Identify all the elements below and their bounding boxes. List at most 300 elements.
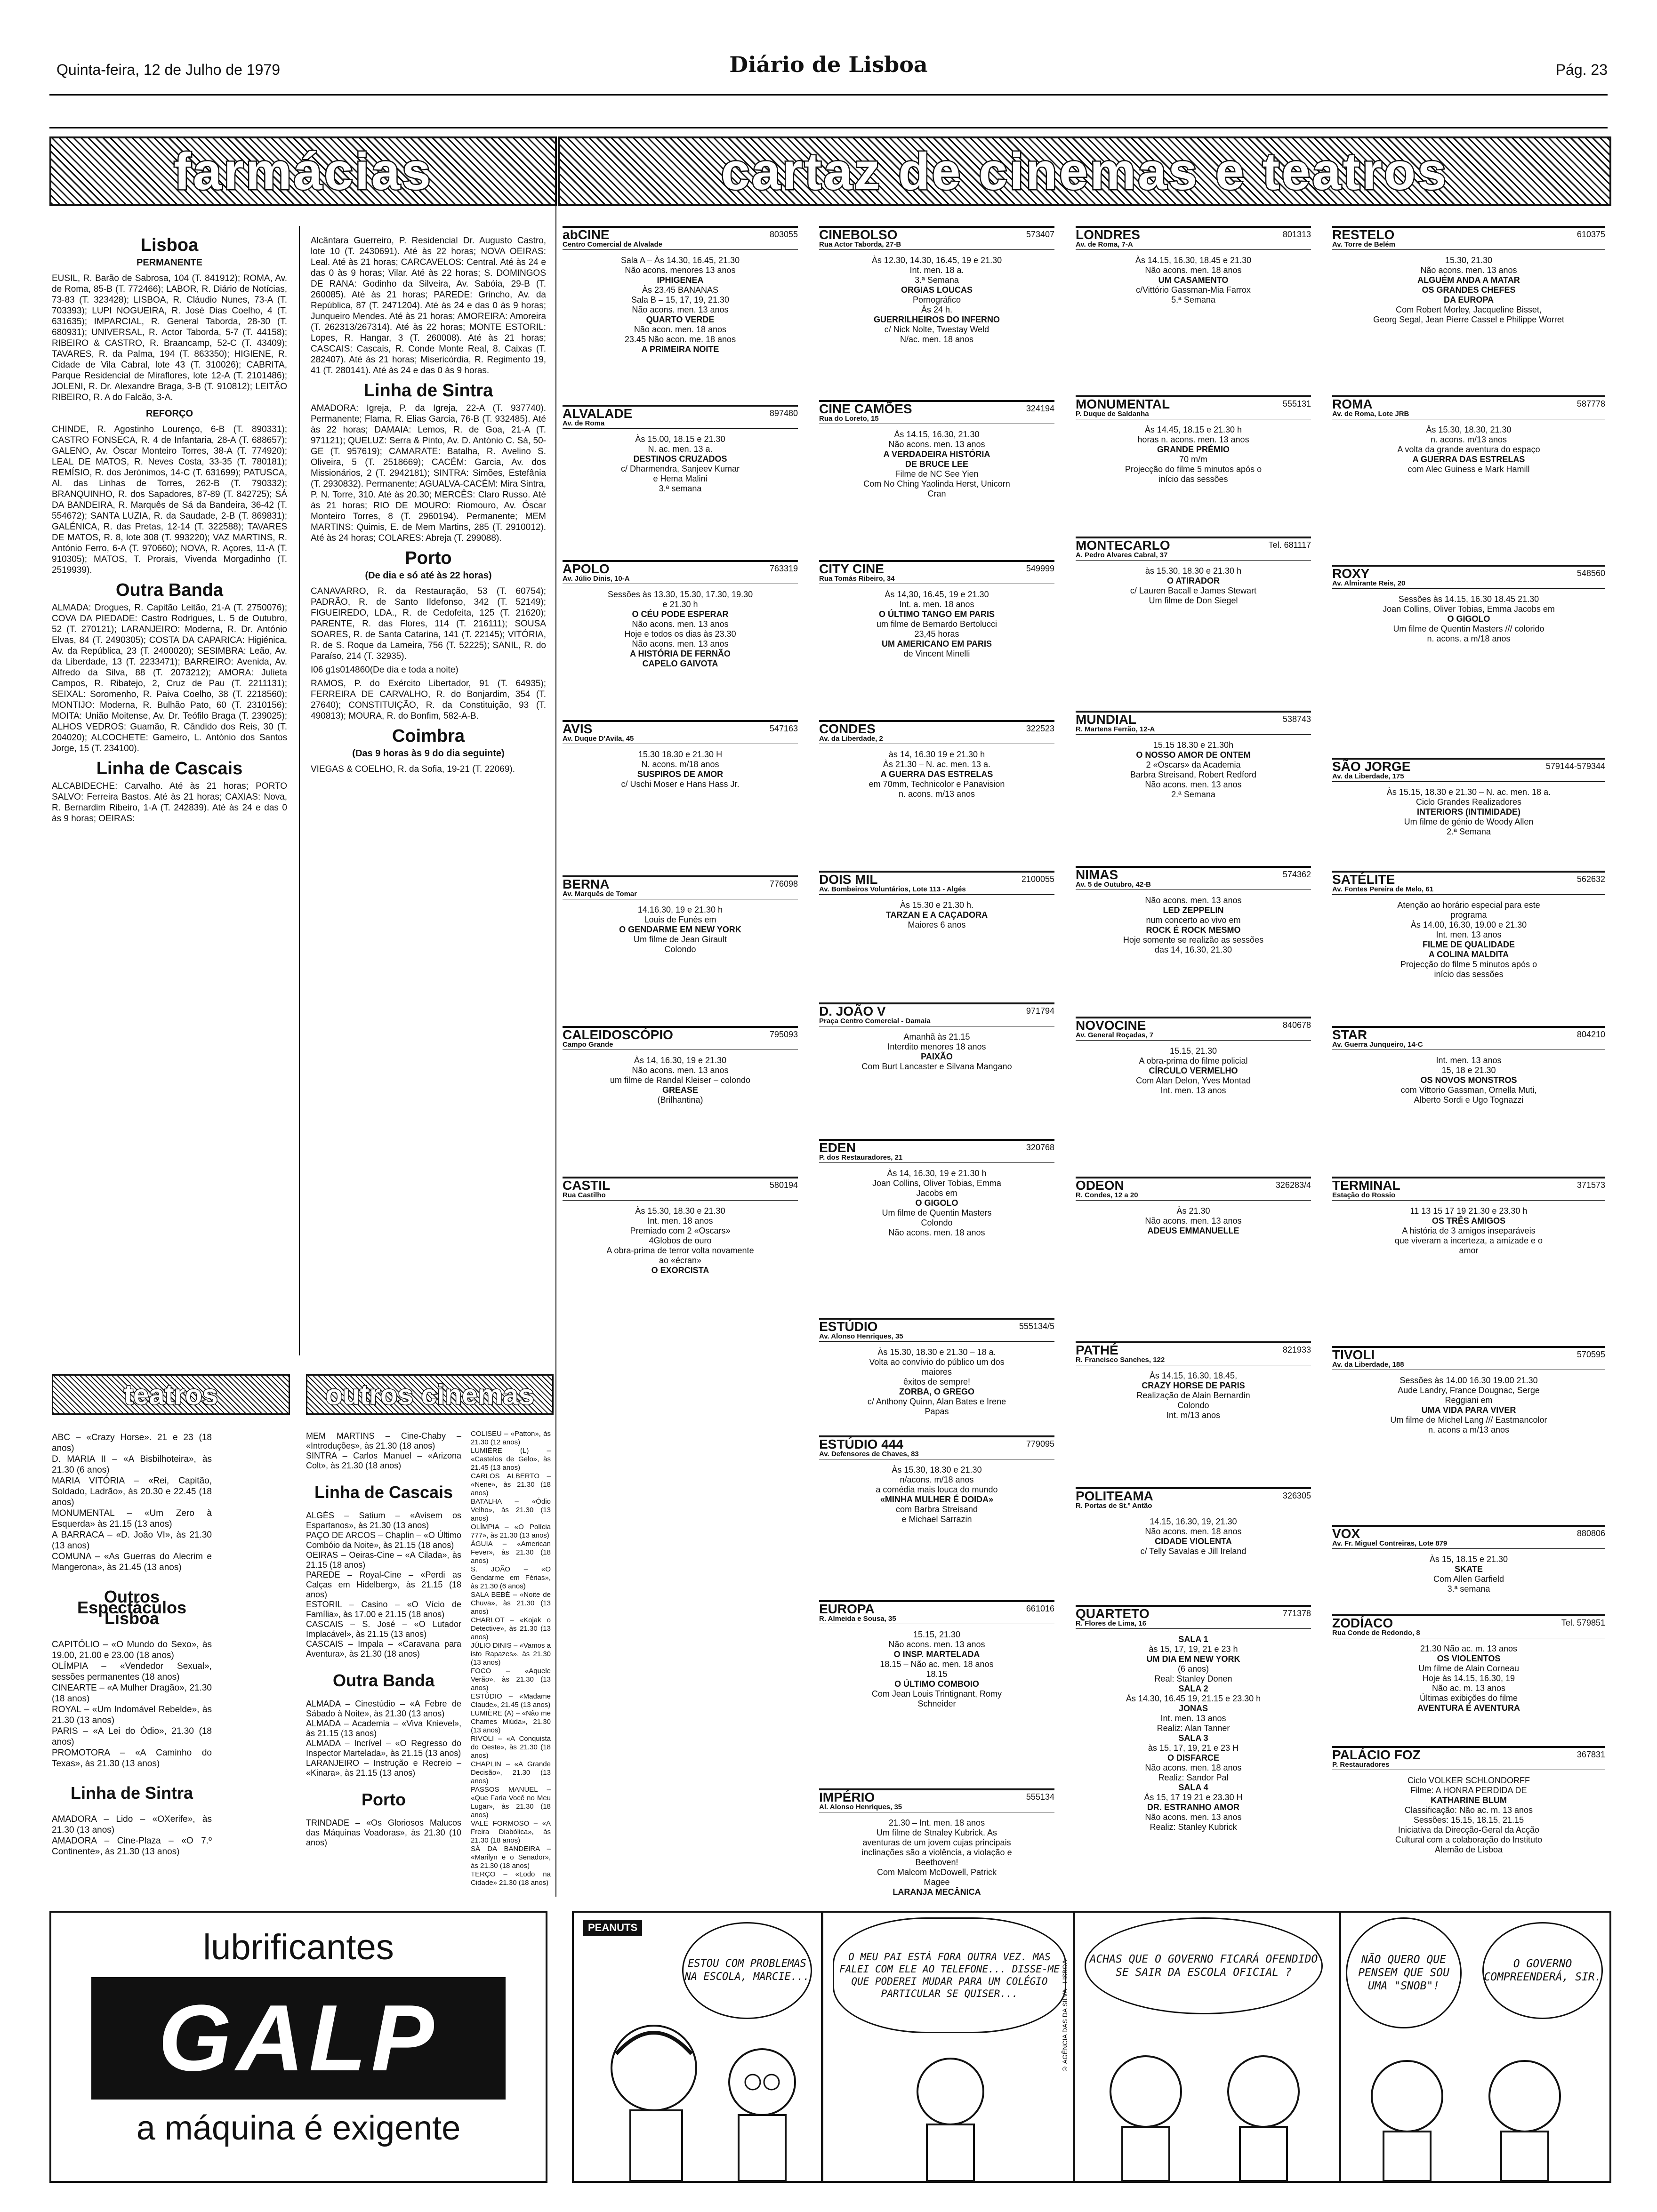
cinema-info-line: TARZAN E A CAÇADORA (885, 910, 988, 920)
cinema-info-line: 18.15 (926, 1669, 948, 1679)
cinema-name-row (563, 227, 798, 242)
cinema-phone: 779095 (1026, 1439, 1054, 1449)
cinema-listing (563, 560, 798, 669)
cinema-info-line: Int. men. 13 anos (1160, 1714, 1226, 1723)
cinema-phone: 555134/5 (1019, 1322, 1054, 1331)
cinema-info-line: Colondo (1177, 1401, 1209, 1410)
cinema-info-line: DESTINOS CRUZADOS (633, 454, 727, 464)
farm-coimbra-list: VIEGAS & COELHO, R. da Sofia, 19-21 (T. 22069). (311, 764, 515, 774)
cinema-name-row (563, 879, 798, 889)
speech-bubble-4: NÃO QUERO QUE PENSEM QUE SOU UMA "SNOB"! (1346, 1917, 1462, 2028)
cinema-phone: 661016 (1026, 1604, 1054, 1613)
cinema-info-line: Sala B – 15, 17, 19, 21.30 (631, 295, 730, 305)
cinema-name-row (1076, 538, 1311, 553)
cinema-address: Estação do Rossio (1332, 1190, 1605, 1201)
cinema-listing (1332, 1525, 1605, 1594)
cinema-info-line: Com Allen Garfield (1433, 1574, 1504, 1584)
cinema-info-line: PAIXÃO (921, 1052, 953, 1061)
cinema-phone: 549999 (1026, 564, 1054, 573)
cinema-address: R. Francisco Sanches, 122 (1076, 1355, 1311, 1365)
cinema-info-line: 15.15 18.30 e 21.30h (1153, 740, 1234, 750)
cinema-info-line: DE BRUCE LEE (905, 459, 968, 469)
cinema-name: AVIS (563, 721, 593, 736)
farmacias-col-1 (52, 231, 287, 827)
cinema-info-line: Com Burt Lancaster e Silvana Mangano (861, 1062, 1012, 1071)
cinema-info-line: Projecção do filme 5 minutos após o (1125, 465, 1262, 474)
cinema-info-line: Realização de Alain Bernardin (1136, 1391, 1250, 1400)
reforco-heading: REFORÇO (146, 409, 193, 419)
cinema-phone: 880806 (1577, 1529, 1605, 1538)
cinema-name-row (819, 561, 1054, 576)
cinema-info-line: A história de 3 amigos inseparáveis (1402, 1226, 1536, 1235)
cinema-address: R. Almeida e Sousa, 35 (819, 1614, 1054, 1624)
cinema-name-row (563, 561, 798, 576)
cinema-info-line: IPHIGENEA (657, 275, 704, 285)
cinema-name: NIMAS (1076, 867, 1118, 882)
cinema-listing (819, 1318, 1054, 1417)
cinema-info-line: ROCK É ROCK MESMO (1146, 925, 1241, 935)
cinema-info-line: Sala A – Às 14.30, 16.45, 21.30 (620, 256, 740, 265)
cinema-info-line: Às 12.30, 14.30, 16.45, 19 e 21.30 (871, 256, 1002, 265)
cinema-info-line: horas n. acons. men. 13 anos (1137, 435, 1249, 444)
cinema-info-line: n. acons. a m/18 anos (1427, 634, 1511, 643)
cinema-info-line: Não acons. men. 13 anos (632, 305, 729, 314)
cinema-info-line: Beethoven! (915, 1858, 958, 1867)
outros-banda-list: ALMADA – Cinestúdio – «A Febre de Sábado à Noite», às 21.30 (13 anos) ALMADA – Academia – «Viva Knievel», às 21.15 (13 anos) ALMADA – Incrível – «O Regresso do Inspector Martelada», às 21.15 (13 anos) LARANJEIRO – Instrução e Recreio – «Kinara», às 21.15 (13 anos) (306, 1699, 461, 1778)
cinema-name-row (819, 1604, 1054, 1614)
cinema-info-line: Um filme de Jean Girault (633, 935, 727, 944)
cinema-listing (1076, 1177, 1311, 1236)
farm-porto-night: I06 g1s014860(De dia e toda a noite) (311, 665, 458, 675)
cinema-info-line: SALA 1 (1178, 1635, 1208, 1644)
cinema-info-line: programa (1450, 910, 1487, 920)
cinema-name: RESTELO (1332, 227, 1395, 242)
cinema-info-line: Não acons. men. 18 anos (888, 1228, 985, 1237)
cinema-info-line: Às 21.30 (1176, 1206, 1210, 1216)
cinema-listing (819, 1435, 1054, 1524)
cinema-address: Av. de Roma, 7-A (1076, 240, 1311, 250)
cinema-listing (1076, 866, 1311, 955)
cinema-phone: 803055 (769, 230, 798, 239)
cinema-name-row (819, 1439, 1054, 1449)
cinema-info-line: Às 15.30 e 21.30 h. (900, 900, 974, 910)
cinema-address: Av. Marquês de Tomar (563, 889, 798, 899)
cinema-phone: 804210 (1577, 1030, 1605, 1039)
cinema-name: PALÁCIO FOZ (1332, 1747, 1421, 1762)
cinema-info-line: CÍRCULO VERMELHO (1149, 1066, 1238, 1075)
cinema-info-line: CIDADE VIOLENTA (1155, 1537, 1232, 1546)
cinema-info-line: N. ac. men. 13 a. (648, 444, 713, 454)
column-divider (299, 226, 300, 1355)
cinema-info-line: A volta da grande aventura do espaço (1397, 445, 1540, 454)
cinema-info-line: Não acons. menores 13 anos (625, 265, 736, 275)
cinema-name-row (1076, 1491, 1311, 1501)
cinema-info-line: Aude Landry, France Dougnac, Serge (1398, 1386, 1540, 1395)
cinema-info-line: ao «écran» (659, 1256, 702, 1265)
comic-characters-drawing-2 (1341, 1913, 1609, 2181)
cinema-info-line: O INSP. MARTELADA (893, 1650, 980, 1659)
cinema-info-line: O ÚLTIMO COMBOIO (894, 1679, 979, 1689)
cinema-info-line: c/ Nick Nolte, Twestay Weld (884, 325, 989, 334)
cinema-listing (563, 405, 798, 494)
cinema-phone: 371573 (1577, 1180, 1605, 1190)
cinema-address: Av. General Roçadas, 7 (1076, 1030, 1311, 1041)
cinema-name-row (819, 1006, 1054, 1016)
cinema-info-line: c/ Lauren Bacall e James Stewart (1130, 586, 1257, 595)
cinema-info-line: 15.15, 21.30 (913, 1630, 961, 1639)
cinema-name-row (819, 401, 1054, 416)
cinema-info-line: c/ Telly Savalas e Jill Ireland (1140, 1547, 1247, 1556)
cinema-info-line: AVENTURA É AVENTURA (1417, 1703, 1520, 1713)
cinema-listing (563, 226, 798, 354)
cinema-info-line: Int. men. 18 anos (647, 1216, 713, 1226)
outros-cascais-list: ALGÉS – Satium – «Avisem os Espartanos», às 21.30 (13 anos) PAÇO DE ARCOS – Chaplin – «O Último Combóio da Noite», às 21.15 (18 anos) OEIRAS – Oeiras-Cine – «A Cilada», às 21.15 (18 anos) PAREDE – Royal-Cine – «Perdi as Calças em Hidelberg», às 21.15 (18 anos) ESTORIL – Casino – «O Vício de Família», às 17.00 e 21.15 (18 anos) CASCAIS – S. José – «O Lutador Implacável», às 21.15 (13 anos) CASCAIS – Impala – «Caravana para Aventura», às 21.30 (18 anos) (306, 1511, 461, 1659)
outros-porto-heading: Porto (362, 1790, 406, 1809)
cinema-info-line: FILME DE QUALIDADE (1423, 940, 1515, 949)
farm-permanente-list: EUSIL, R. Barão de Sabrosa, 104 (T. 841912); ROMA, Av. de Roma, 85-B (T. 772466); LABOR, R. Diário de Notícias, 73-83 (T. 323428); LISBOA, R. Cláudio Nunes, 73-A (T. 703393); LUPI NOGUEIRA, R. José Dias Coelho, 4 (T. 631635); IMPARCIAL, R. General Taborda, 28-30 (T. 680931); UNIVERSAL, R. Actor Taborda, 5-7 (T. 44158); RIBEIRO & CASTRO, R. Braancamp, 52-C (T. 43409); TAVARES, R. da Palma, 194 (T. 863350); HIGIENE, R. Cidade de Vila Cabral, lote 43 (T. 310026); CABRITA, Parque Residencial de Miraflores, lote 12-A (T. 2101486); JOLENI, R. Dr. Alexandre Braga, 3-B (T. 910812); LEITÃO RIBEIRO, R. A do Falcão, 3-A. (52, 273, 287, 402)
cinema-listing (819, 560, 1054, 659)
cinema-info-line: CRAZY HORSE DE PARIS (1142, 1381, 1245, 1390)
cinema-info-line: Às 14.15, 16.30, 18.45 e 21.30 (1135, 256, 1252, 265)
cinema-info-line: e 21.30 h (662, 600, 698, 609)
cinema-name-row (819, 872, 1054, 887)
cinema-listing (819, 1139, 1054, 1238)
cinema-info-line: 3.ª semana (1447, 1584, 1490, 1594)
cinema-phone: 562632 (1577, 874, 1605, 884)
cinema-info-line: Um filme de Quentin Masters (882, 1208, 992, 1218)
cinema-address: Av. Alonso Henriques, 35 (819, 1331, 1054, 1342)
cinema-name: APOLO (563, 561, 610, 576)
cinema-info-line: KATHARINE BLUM (1431, 1795, 1507, 1805)
cinema-info-line: n/acons. m/18 anos (900, 1475, 974, 1484)
cinema-name: CITY CINE (819, 561, 884, 576)
cinema-info-line: um filme de Bernardo Bertolucci (876, 619, 997, 629)
speech-bubble-5: O GOVERNO COMPREENDERÁ, SIR. (1482, 1922, 1603, 2019)
cinema-address: Av. Guerra Junqueiro, 14-C (1332, 1040, 1605, 1050)
cinema-name-row (1332, 1347, 1605, 1362)
ad-tagline-bottom: a máquina é exigente (136, 2109, 461, 2147)
cinema-name: EUROPA (819, 1602, 875, 1616)
teatros-list: ABC – «Crazy Horse». 21 e 23 (18 anos) D. MARIA II – «A Bisbilhoteira», às 21.30 (6 anos) MARIA VITÓRIA – «Rei, Capitão, Soldado, Ladrão», às 20.30 e 22.45 (18 anos) MONUMENTAL – «Um Zero à Esquerda» às 21.15 (13 anos) A BARRACA – «D. João VI», às 21.30 (13 anos) COMUNA – «As Guerras do Alecrim e Mangerona», às 21.45 (13 anos) (52, 1433, 212, 1572)
farm-outra-banda-list: ALMADA: Drogues, R. Capitão Leitão, 21-A (T. 2750076); COVA DA PIEDADE: Castro Rodrigues, L. 5 de Outubro, 52 (T. 270121); LARANJEIRO: Moderna, R. Dr. António Elvas, 84 (T. 2490305); COSTA DA CAPARICA: Higiénica, Av. da República, 23 (T. 2400020); SESIMBRA: Leão, Av. da Liberdade, 13 (T. 2233471); BARREIRO: Avenida, Av. Alfredo da Silva, 88 (T. 2073212); AMORA: Julieta Campos, R. Ribatejo, 2, Cruz de Pau (T. 2211131); SEIXAL: Soromenho, R. Paiva Coelho, 38 (T. 2218560); MONTIJO: Moderna, R. Bulhão Pato, 60 (T. 2310156); MOITA: União Moitense, Av. Dr. Teófilo Braga (T. 239025); ALHOS VEDROS: Guamão, R. Cândido dos Reis, 30 (T. 204020); ALCOCHETE: Gameiro, L. António dos Santos Jorge, 15 (T. 234100). (52, 603, 287, 753)
cinema-listing (819, 720, 1054, 799)
cinema-info-line: com Alec Guiness e Mark Hamill (1408, 465, 1530, 474)
cinema-address: Av. Almirante Reis, 20 (1332, 578, 1605, 589)
cinema-info-line: Não acons. men. 13 anos (1145, 896, 1242, 905)
cinema-name: ODEON (1076, 1178, 1124, 1193)
cinema-info-line: JONAS (1178, 1704, 1208, 1713)
cinema-name: abCINE (563, 227, 610, 242)
cinema-info-line: 11 13 15 17 19 21.30 e 23.30 h (1410, 1206, 1528, 1216)
cinema-info-line: Realiz: Stanley Kubrick (1150, 1822, 1237, 1832)
cinema-info-line: Às 15, 17 19 21 e 23.30 H (1144, 1793, 1243, 1802)
cinema-info-line: A obra-prima de terror volta novamente (606, 1246, 754, 1255)
cinema-info-line: Últimas exibições do filme (1419, 1693, 1518, 1703)
cinema-info-line: Jacobs em (916, 1188, 957, 1198)
farm-sintra-list: AMADORA: Igreja, P. da Igreja, 22-A (T. 937740). Permanente; Flama, R. Elias Garcia, 76-B (T. 932485). Até às 22 horas; DAMAIA: Lemos, R. de Goa, 21-A (T. 971121); QUELUZ: Serra & Pinto, Av. D. António C. Sá, 50-GE (T. 957619); CAMARATE: Batalha, R. Avelino S. Oliveira, 5 (T. 2518669); CACÉM: Garcia, Av. dos Missionários, 2 (T. 2942181); SINTRA: Simões, Estefânia (T. 2930832). Permanente; AGUALVA-CACÉM: Mira Sintra, P. N. Torre, 310. Até às 20.30; MERCÊS: Claro Russo. Até às 21 horas; RIO DE MOURO: Riomouro, Av. Óscar Monteiro Torres, 8 (T. 2960194). Permanente; MEM MARTINS: Quimis, E. de Mem Martins, 285 (T. 2910012). Até às 24 horas; COLARES: Abreja (T. 299088). (311, 403, 546, 543)
cinema-info-line: Sessões às 14.15, 16.30 18.45 21.30 (1398, 594, 1539, 604)
cinema-info-line: 4Globos de ouro (649, 1236, 712, 1245)
cinema-info-line: a comédia mais louca do mundo (876, 1485, 998, 1494)
cinema-listing (1332, 1346, 1605, 1435)
cinema-info-line: Int. men. 13 anos (1436, 1056, 1502, 1065)
cinema-info-line: Não acons. men. 18 anos (1145, 1527, 1242, 1536)
cinema-info-line: Int. men. 13 anos (1436, 930, 1502, 939)
cinema-info-line: DA EUROPA (1443, 295, 1494, 305)
permanente-heading: PERMANENTE (136, 257, 202, 268)
cinema-phone: 538743 (1282, 714, 1311, 724)
cinema-info-line: Não acons. men. 18 anos (1145, 265, 1242, 275)
cinema-info-line: Não acons. men. 18 anos (1145, 1763, 1242, 1772)
comic-panel-1 (572, 1911, 823, 2183)
cinema-info-line: O NOSSO AMOR DE ONTEM (1136, 750, 1251, 760)
cinema-info-line: GREASE (662, 1085, 699, 1095)
cinema-name: TERMINAL (1332, 1178, 1400, 1193)
cinema-name-row (1332, 1178, 1605, 1193)
cinema-address: Av. Bombeiros Voluntários, Lote 113 - Algés (819, 884, 1054, 895)
comic-panel-3 (1073, 1911, 1341, 2183)
cinema-name: MONTECARLO (1076, 538, 1170, 553)
cinema-info-line: Louis de Funès em (644, 915, 716, 924)
cinema-name: PATHÉ (1076, 1343, 1118, 1357)
cinema-info-line: Colondo (921, 1218, 953, 1227)
comic-credit: © AGÊNCIA DAS DA SILVA - LISBOA (1061, 1960, 1069, 2073)
cinema-info-line: Com Alan Delon, Yves Montad (1136, 1076, 1251, 1085)
cinema-info-line: 3.ª Semana (915, 275, 959, 285)
teatros-sintra-heading: Linha de Sintra (70, 1783, 193, 1803)
cinema-info-line: ORGIAS LOUCAS (901, 285, 973, 295)
cinema-address: R. Portas de St.º Antão (1076, 1501, 1311, 1511)
cinema-address: Rua Actor Taborda, 27-B (819, 240, 1054, 250)
cinema-info-line: às 15.30, 18.30 e 21.30 h (1145, 566, 1242, 576)
cinema-info-line: êxitos de sempre! (903, 1377, 971, 1387)
cinema-address: Av. Fontes Pereira de Melo, 61 (1332, 884, 1605, 895)
cinema-address: Av. Torre de Belém (1332, 240, 1605, 250)
cinema-info-line: Filme: A HONRA PERDIDA DE (1410, 1786, 1527, 1795)
page-number: Pág. 23 (1555, 61, 1608, 78)
cinema-name-row (1332, 227, 1605, 242)
cinema-listing (1332, 395, 1605, 474)
cinema-phone: 326305 (1282, 1491, 1311, 1500)
cinema-address: Av. Duque D'Avila, 45 (563, 734, 798, 744)
cinema-info-line: Barbra Streisand, Robert Redford (1130, 770, 1257, 779)
header-rule-2 (49, 127, 1608, 128)
cinema-name: ZODÍACO (1332, 1616, 1393, 1630)
cinema-phone: 367831 (1577, 1750, 1605, 1759)
cinema-info-line: 18.15 – Não ac. men. 18 anos (880, 1659, 994, 1669)
cinema-info-line: Não acons. men. 13 anos (1145, 780, 1242, 789)
outra-banda-heading: Outra Banda (115, 580, 224, 600)
cinema-info-line: Um filme de génio de Woody Allen (1404, 817, 1534, 826)
cinema-info-line: Às 15.30, 18.30 e 21.30 – 18 a. (877, 1347, 996, 1357)
cinema-name-row (1332, 1526, 1605, 1541)
cinema-listing (563, 1026, 798, 1105)
cinema-info-line: Um filme de Alain Corneau (1418, 1664, 1520, 1673)
cinema-info-line: início das sessões (1434, 970, 1504, 979)
cinema-info-line: 15.30, 21.30 (1445, 256, 1493, 265)
cinema-info-line: 21.30 Não ac. m. 13 anos (1420, 1644, 1518, 1653)
cinema-info-line: Maiores 6 anos (908, 920, 966, 930)
cinema-info-line: às 15, 17, 19, 21 e 23 H (1148, 1743, 1239, 1753)
cinema-name: TIVOLI (1332, 1347, 1375, 1362)
cinema-info-line: O GENDARME EM NEW YORK (619, 925, 741, 934)
cinema-info-line: Às 14.30, 16.45 19, 21.15 e 23.30 h (1126, 1694, 1261, 1703)
cinema-info-line: A VERDADEIRA HISTÓRIA (883, 449, 990, 459)
cinema-info-line: Pornográfico (912, 295, 961, 305)
cinema-info-line: Amanhã às 21.15 (903, 1032, 970, 1042)
cinema-info-line: 15, 18 e 21.30 (1441, 1066, 1496, 1075)
coimbra-subheading: (Das 9 horas às 9 do dia seguinte) (352, 748, 505, 759)
cinema-info-line: 15.30 18.30 e 21.30 H (638, 750, 723, 759)
farm-porto-list: CANAVARRO, R. da Restauração, 53 (T. 60754); PADRÃO, R. de Santo Ildefonso, 342 (T. 52149); FIGUEIREDO, LDA., R. de Cedofeita, 125 (T. 21620); PARENTE, R. das Flores, 114 (T. 216111); SOUSA SOARES, R. de Santa Catarina, 141 (T. 22145); VITÓRIA, R. de S. Roque da Lameira, 756 (T. 52225); SANIL, R. do Paraíso, 214 (T. 32935). (311, 586, 546, 661)
cinema-address: R. Condes, 12 a 20 (1076, 1190, 1311, 1201)
cinema-info-line: A obra-prima do filme policial (1139, 1056, 1248, 1066)
cinema-name: LONDRES (1076, 227, 1140, 242)
cinema-info-line: GRANDE PRÉMIO (1157, 445, 1230, 454)
cinema-info-line: 2.ª Semana (1447, 827, 1491, 836)
cinema-info-line: Schneider (917, 1699, 956, 1708)
cinema-name: ESTÚDIO (819, 1319, 878, 1334)
farm-cascais-list-cont: Alcântara Guerreiro, P. Residencial Dr. Augusto Castro, lote 10 (T. 2430691). Até às 22 horas; NOVA OEIRAS: Leal. Até às 21 horas; CARCAVELOS: Central. Até às 24 e das 0 às 9 horas; Vilar. Até às 22 horas; S. DOMINGOS DE RANA: Godinho da Silveira, Av. Sabóia, 29-B (T. 260085). Até às 21 horas; PAREDE: Grincho, Av. da República, 87 (T. 2471204). Até às 24 e das 0 às 9 horas; Junqueiro Mendes. Até às 21 horas; AMOREIRA: Amoreira (T. 262313/267314). Até às 22 horas; MONTE ESTORIL: Lopes, R. Hangar, 3 (T. 260008). Até às 21 horas; CASCAIS: Cascais, R. Conde Monte Real, 8. Caixas (T. 282407). Até às 21 horas; Misericórdia, R. Regimento 19, 41 (T. 280141). Até às 24 e das 0 às 9 horas. (311, 236, 546, 376)
cinema-name-row (1332, 872, 1605, 887)
cinema-info-line: Volta ao convívio do público um dos (869, 1357, 1005, 1367)
cinema-listing (819, 400, 1054, 499)
cinema-info-line: Com Malcom McDowell, Patrick (877, 1867, 997, 1877)
cinema-info-line: 21.30 – Int. men. 18 anos (888, 1818, 985, 1827)
cinema-info-line: Às 14, 16.30, 19 e 21.30 h (887, 1169, 987, 1178)
cinema-info-line: (6 anos) (1177, 1664, 1209, 1674)
cinema-info-line: QUARTO VERDE (646, 315, 715, 324)
cinema-address: R. Flores de Lima, 16 (1076, 1619, 1311, 1629)
cinema-info-line: (Brilhantina) (657, 1095, 703, 1105)
cinema-info-line: às 15, 17, 19, 21 e 23 h (1149, 1644, 1238, 1654)
cinema-info-line: 23.45 Não acon. me. 18 anos (624, 335, 736, 344)
cinema-name: SATÉLITE (1332, 872, 1395, 887)
cinema-listing (1332, 1614, 1605, 1713)
cinema-phone: 840678 (1282, 1020, 1311, 1030)
cinema-name-row (819, 227, 1054, 242)
cinema-address: Rua do Loreto, 15 (819, 414, 1054, 424)
cinema-info-line: c/ Anthony Quinn, Alan Bates e Irene (867, 1397, 1006, 1406)
cinema-info-line: Hoje às 14.15, 16.30, 19 (1422, 1674, 1515, 1683)
cinema-phone: 555134 (1026, 1792, 1054, 1802)
cinema-info-line: SALA 2 (1178, 1684, 1208, 1693)
outros-espectaculos-heading: Outros Espectáculos Lisboa (77, 1587, 187, 1628)
cinema-name: NOVOCINE (1076, 1018, 1146, 1033)
cinema-info-line: Int. men. 13 anos (1160, 1086, 1226, 1095)
cinema-info-line: Com Jean Louis Trintignant, Romy (871, 1689, 1002, 1699)
cinema-info-line: às 14, 16.30 19 e 21.30 h (888, 750, 985, 759)
sintra-heading: Linha de Sintra (363, 381, 493, 401)
cinema-info-line: Às 15.15, 18.30 e 21.30 – N. ac. men. 18 a. (1386, 787, 1551, 797)
cinema-info-line: Não acon. men. 18 anos (634, 325, 727, 334)
cinema-info-line: SALA 4 (1178, 1783, 1208, 1792)
cinema-info-line: UMA VIDA PARA VIVER (1421, 1405, 1516, 1415)
cinema-name-row (563, 1178, 798, 1193)
cinema-name-row (1076, 1178, 1311, 1193)
cinema-info-line: A PRIMEIRA NOITE (641, 345, 719, 354)
teatros-banner: teatros (52, 1374, 290, 1415)
cinema-info-line: Às 15.30, 18.30 e 21.30 (892, 1465, 982, 1475)
cinema-info-line: c/ Dharmendra, Sanjeev Kumar (620, 464, 740, 473)
cinema-info-line: A HISTÓRIA DE FERNÃO (630, 649, 731, 658)
cinema-info-line: OS GRANDES CHEFES (1422, 285, 1516, 295)
cinema-info-line: Joan Collins, Oliver Tobias, Emma Jacobs em (1383, 604, 1555, 614)
galp-logo: GALP (91, 1977, 506, 2100)
cinema-info-line: Não acons. men. 13 anos (632, 639, 729, 649)
cinema-listing (819, 871, 1054, 930)
cinema-info-line: Iniciativa da Direcção-Geral da Acção (1398, 1825, 1540, 1835)
farm-cascais-list: ALCABIDECHE: Carvalho. Até às 21 horas; PORTO SALVO: Ferreira Bastos. Até às 21 horas; CAXIAS: Nova, R. Bernardim Ribeiro, 1-A (T. 242839). Até às 24 e das 0 às 9 horas; OEIRAS: (52, 781, 287, 824)
cinema-phone: 324194 (1026, 404, 1054, 413)
cascais-heading: Linha de Cascais (96, 759, 243, 778)
cinema-phone: 548560 (1577, 569, 1605, 578)
cinema-info-line: ALGUÉM ANDA A MATAR (1417, 275, 1520, 285)
cinema-info-line: Realiz: Sandor Pal (1158, 1773, 1229, 1782)
cinema-phone: 555131 (1282, 399, 1311, 409)
cinema-address: Centro Comercial de Alvalade (563, 240, 798, 250)
cinema-name-row (1076, 867, 1311, 882)
outros-sintra-list: MEM MARTINS – Cine-Chaby – «Introduções», às 21.30 (18 anos) SINTRA – Carlos Manuel – «Arizona Colt», às 21.30 (18 anos) (306, 1431, 461, 1470)
cinema-info-line: Com No Ching Yaolinda Herst, Unicorn (863, 479, 1010, 489)
galp-advertisement (49, 1911, 547, 2183)
cinema-info-line: Não acons. men. 13 anos (888, 440, 985, 449)
cinema-name: VOX (1332, 1526, 1360, 1541)
cinema-name-row (1332, 1618, 1605, 1628)
cinema-name: ROXY (1332, 566, 1370, 581)
cinema-phone: Tel. 579851 (1561, 1618, 1605, 1627)
cinema-name: BERNA (563, 877, 610, 891)
cinema-listing (819, 1002, 1054, 1072)
cinema-name: DOIS MIL (819, 872, 878, 887)
speech-bubble-3: ACHAS QUE O GOVERNO FICARÁ OFENDIDO SE SAIR DA ESCOLA OFICIAL ? (1085, 1917, 1323, 2014)
cinema-info-line: Int. a. men. 18 anos (899, 600, 974, 609)
cinema-address: Praça Centro Comercial - Damaia (819, 1016, 1054, 1026)
porto-heading: Porto (405, 548, 452, 568)
cinema-phone: 573407 (1026, 230, 1054, 239)
cinema-listing (563, 720, 798, 789)
outros-porto-list: TRINDADE – «Os Gloriosos Malucos das Máquinas Voadoras», às 21.30 (10 anos) (306, 1818, 461, 1847)
cinema-info-line: inclinações são a violência, a violação e (861, 1848, 1012, 1857)
cinema-info-line: Real: Stanley Donen (1154, 1674, 1232, 1683)
cinema-info-line: Cran (927, 489, 946, 498)
cinema-phone: 897480 (769, 409, 798, 418)
cinema-listing (1076, 1341, 1311, 1420)
cinema-info-line: LARANJA MECÂNICA (893, 1887, 981, 1897)
cinema-address: Rua Tomás Ribeiro, 34 (819, 574, 1054, 584)
cinema-info-line: 23,45 horas (914, 629, 959, 639)
cinema-info-line: GUERRILHEIROS DO INFERNO (873, 315, 1000, 324)
cinema-address: R. Martens Ferrão, 12-A (1076, 724, 1311, 735)
cinema-info-line: SKATE (1455, 1564, 1483, 1574)
cinema-info-line: n. acons. m/13 anos (898, 789, 975, 799)
cinema-phone: 579144-579344 (1545, 761, 1605, 771)
cinema-info-line: O EXORCISTA (651, 1266, 709, 1275)
cinema-name-row (1332, 399, 1605, 409)
cinema-listing (1076, 1017, 1311, 1096)
farmacias-col-2 (311, 235, 546, 777)
cinema-name: POLITEAMA (1076, 1489, 1153, 1503)
cinema-name-row (1076, 1606, 1311, 1621)
cinema-name-row (563, 1027, 798, 1042)
cinema-name: ALVALADE (563, 406, 633, 421)
cinema-info-line: Sessões às 13.30, 15.30, 17.30, 19.30 (607, 590, 753, 599)
cinema-info-line: O CÉU PODE ESPERAR (632, 609, 729, 619)
cinema-name-row (1332, 566, 1605, 581)
espectaculos-list: CAPITÓLIO – «O Mundo do Sexo», às 19.00, 21.00 e 23.00 (18 anos) OLÍMPIA – «Vendedor Sexual», sessões permanentes (18 anos) CINEARTE – «A Mulher Dragão», 21.30 (18 anos) ROYAL – «Um Indomável Rebelde», às 21.30 (13 anos) PARIS – «A Lei do Ódio», 21.30 (18 anos) PROMOTORA – «A Caminho do Texas», às 21.30 (13 anos) (52, 1640, 212, 1769)
cinema-address: Av. Defensores de Chaves, 83 (819, 1449, 1054, 1459)
porto-subheading: (De dia e só até às 22 horas) (365, 570, 492, 581)
